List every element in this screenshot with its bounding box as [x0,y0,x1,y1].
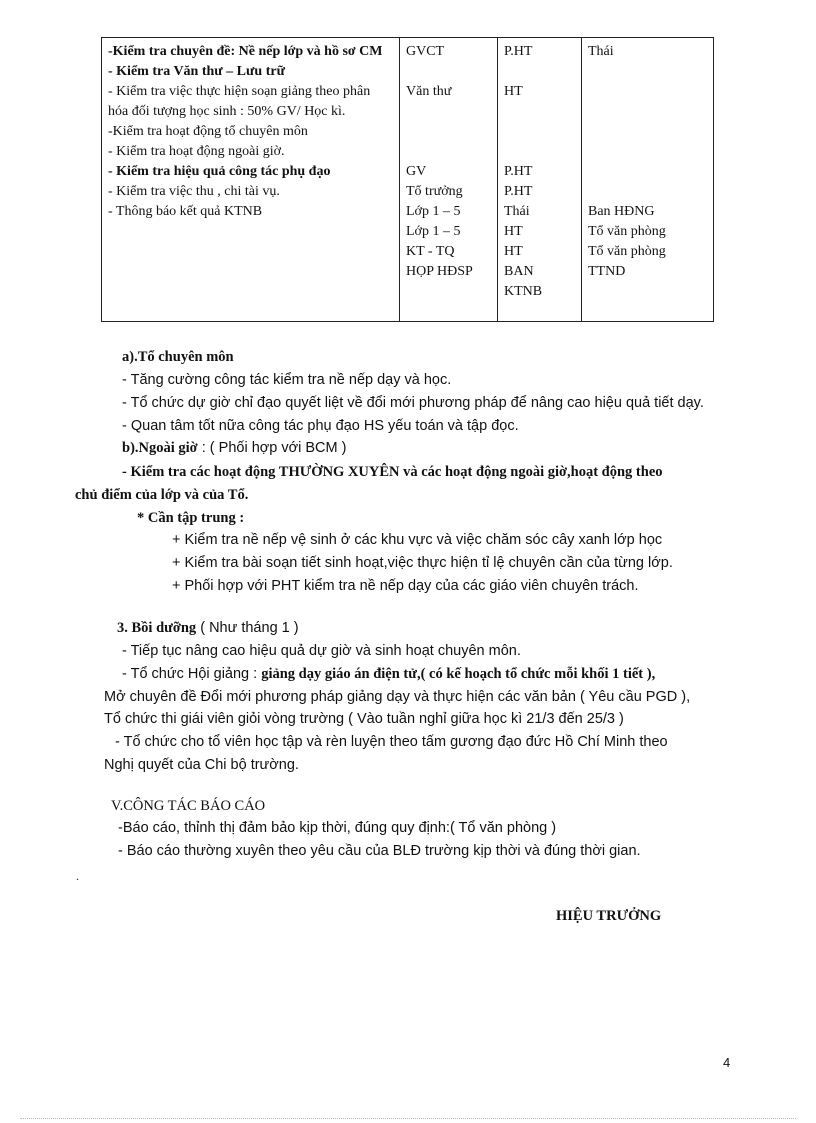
section-5-title: V.CÔNG TÁC BÁO CÁO [111,798,266,814]
col2-line: Lớp 1 – 5 [406,204,461,219]
section-3-item-1: - Tiếp tục nâng cao hiệu quả dự giờ và sinh hoạt chuyên môn. [122,643,521,659]
col2-line: Lớp 1 – 5 [406,224,461,239]
col2-line [406,142,491,162]
section-3-item-3: Mở chuyên đề Đổi mới phương pháp giảng dạy và thực hiện các văn bản ( Yêu cầu PGD ), [104,689,691,705]
col2-line: Văn thư [406,84,452,99]
col3-line: BAN [504,264,534,279]
section-5-item-1: -Báo cáo, thỉnh thị đảm bảo kịp thời, đúng quy định:( Tổ văn phòng ) [118,820,557,836]
responsible-column [400,38,498,322]
section-a-item-3: - Quan tâm tốt nữa công tác phụ đạo HS yếu toán và tập đọc. [122,418,519,434]
section-a-title: a).Tổ chuyên môn [122,349,234,365]
col4-line [588,82,707,102]
focus-item-2: + Kiểm tra bài soạn tiết sinh hoạt,việc thực hiện tỉ lệ chuyên cần của từng lớp. [172,555,673,571]
section-5-item-2: - Báo cáo thường xuyên theo yêu cầu của BLĐ trường kịp thời và đúng thời gian. [118,843,641,859]
task-line: - Kiểm tra hiệu quả công tác phụ đạo [108,164,331,179]
col3-line [504,142,575,162]
col3-line: P.HT [504,184,533,199]
col2-line [406,62,491,82]
section-3-item-2 [122,664,655,685]
section-3-title: 3. Bồi dưỡng [117,620,197,636]
col3-line [504,122,575,142]
section-3-heading [117,618,299,639]
focus-title: * Cần tập trung : [137,510,245,526]
col4-line [588,62,707,82]
task-line: - Kiểm tra việc thu , chi tài vụ. [108,184,280,199]
col4-line [588,142,707,162]
col3-line: Thái [504,204,530,219]
col4-line [588,182,707,202]
task-column [102,38,400,322]
col4-line: Ban HĐNG [588,204,655,219]
section-a-item-2: - Tổ chức dự giờ chỉ đạo quyết liệt về đổi mới phương pháp để nâng cao hiệu quả tiết dạy. [122,395,704,411]
task-line: -Kiểm tra hoạt động tổ chuyên môn [108,124,308,139]
col3-line: P.HT [504,44,533,59]
section-b-note: : ( Phối hợp với BCM ) [197,440,347,456]
plan-table [101,37,714,322]
col4-line: Thái [588,44,614,59]
section-a-item-1: - Tăng cường công tác kiểm tra nề nếp dạy và học. [122,372,452,388]
col4-line [588,102,707,122]
col3-line [504,102,575,122]
section-b-heading [122,438,346,459]
coordinator-column [582,38,714,322]
col3-line: HT [504,224,523,239]
stray-mark: . [76,869,79,883]
col4-line: Tổ văn phòng [588,224,666,239]
focus-item-3: + Phối hợp với PHT kiểm tra nề nếp dạy của các giáo viên chuyên trách. [172,578,639,594]
signature-title: HIỆU TRƯỞNG [556,908,662,924]
section-3-item-2-prefix: - Tổ chức Hội giảng : [122,666,262,682]
col4-line [588,122,707,142]
table-row [102,38,714,322]
col2-line: HỌP HĐSP [406,264,473,279]
task-line: - Thông báo kết quả KTNB [108,204,263,219]
supervisor-column [498,38,582,322]
col3-line: KTNB [504,284,543,299]
col2-line [406,122,491,142]
col2-line: Tổ trưởng [406,184,463,199]
section-b-item-line-1: - Kiểm tra các hoạt động THƯỜNG XUYÊN và các hoạt động ngoài giờ,hoạt động theo [122,464,663,480]
col4-line [588,162,707,182]
col2-line: GVCT [406,44,445,59]
section-3-item-4: Tổ chức thi giái viên giỏi vòng trường ( Vào tuần nghỉ giữa học kì 21/3 đến 25/3 ) [104,711,624,727]
col3-line: P.HT [504,164,533,179]
task-line: - Kiểm tra Văn thư – Lưu trữ [108,64,285,79]
section-b-item-line-2: chủ điểm của lớp và của Tổ. [75,487,249,503]
page-number: 4 [723,1055,731,1070]
task-line: -Kiểm tra chuyên đề: Nề nếp lớp và hồ sơ CM [108,44,383,59]
task-line: - Kiểm tra hoạt động ngoài giờ. [108,144,285,159]
col2-line: KT - TQ [406,244,455,259]
col2-line: GV [406,164,427,179]
col2-line [406,102,491,122]
focus-item-1: + Kiểm tra nề nếp vệ sinh ở các khu vực và việc chăm sóc cây xanh lớp học [172,532,663,548]
task-line: - Kiểm tra việc thực hiện soạn giảng theo phân hóa đối tượng học sinh : 50% GV/ Học kì. [108,84,371,119]
col3-line: HT [504,244,523,259]
col4-line: TTND [588,264,626,279]
section-3-item-5: - Tổ chức cho tổ viên học tập và rèn luyện theo tấm gương đạo đức Hồ Chí Minh theo [115,734,668,750]
page-divider [20,1118,796,1119]
col3-line: HT [504,84,523,99]
section-3-item-2-bold: giảng dạy giáo án điện tử,( có kế hoạch tổ chức mỗi khối 1 tiết ), [261,666,656,682]
section-3-note: ( Như tháng 1 ) [196,620,299,636]
section-3-item-6: Nghị quyết của Chi bộ trường. [104,757,299,773]
col3-line [504,62,575,82]
col4-line: Tổ văn phòng [588,244,666,259]
section-b-title: b).Ngoài giờ [122,440,198,456]
